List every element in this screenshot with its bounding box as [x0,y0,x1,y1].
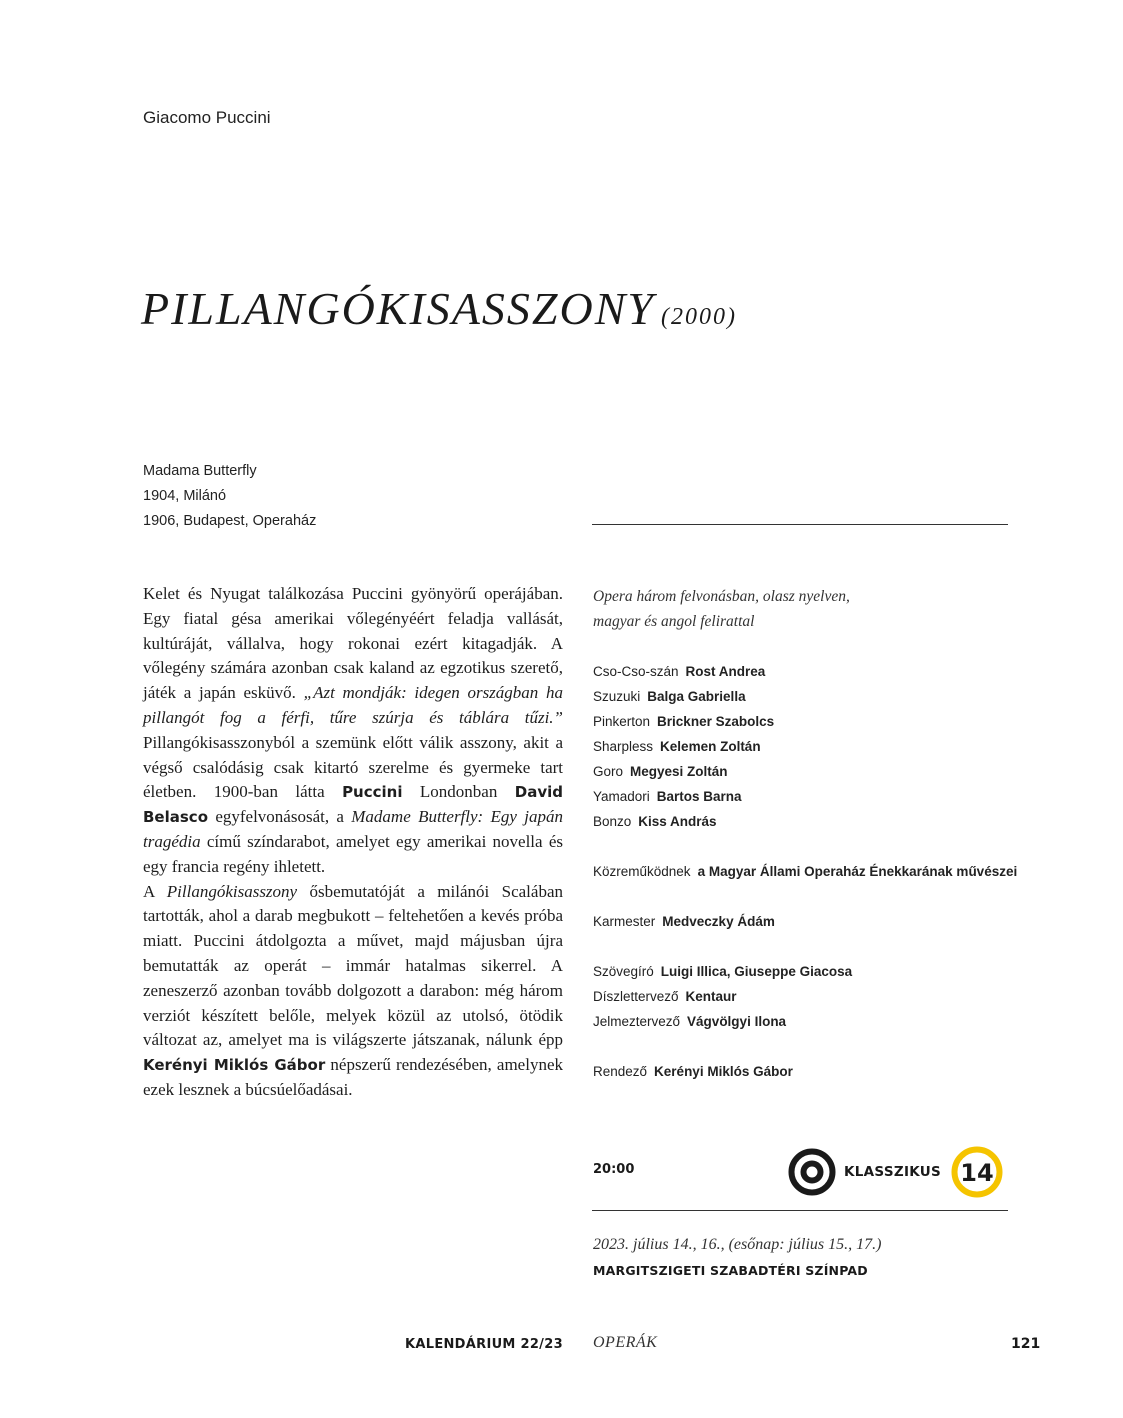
opera-title-year: (2000) [660,304,737,330]
opera-title-main: PILLANGÓKISASSZONY [141,283,655,334]
subtitle-line-2: magyar és angol felirattal [593,613,755,630]
text-run: A [143,881,167,901]
age-rating-number: 14 [960,1159,994,1187]
director-credit: Rendező Kerényi Miklós Gábor [593,1064,793,1079]
cast-row: Sharpless Kelemen Zoltán [593,739,761,754]
divider-top [592,524,1008,525]
original-title: Madama Butterfly [143,463,257,479]
crew-row: Szövegíró Luigi Illica, Giuseppe Giacosa [593,964,853,979]
bold-name: Puccini [342,783,403,802]
crew-row: Jelmeztervező Vágvölgyi Ilona [593,1014,787,1029]
italic-phrase: Madame Butterfly: Egy japán tragédia [143,807,563,851]
text-run: egyfelvonásosát, a [208,807,352,827]
text-run: népszerű rendezésében, amelynek ezek lesznek a búcsúelőadásai. [143,1055,563,1099]
category-label: KLASSZIKUS [844,1164,942,1180]
event-time: 20:00 [593,1162,635,1177]
footer-publication: KALENDÁRIUM 22/23 [405,1337,563,1352]
chorus-credit: Közreműködnek a Magyar Állami Operaház Énekkarának művészei [593,864,1018,879]
cast-row: Goro Megyesi Zoltán [593,764,728,779]
opera-title [141,282,737,335]
italic-phrase: Pillangókisasszony [166,881,298,901]
opera-subtitle [593,584,1023,634]
composer-name: Giacomo Puccini [143,108,271,127]
italic-phrase: „Azt mondják: idegen országban ha pillangót fog a férfi, tűre szúrja és táblára tűzi.” [143,683,564,727]
text-run: Pillangókisasszonyból a szemünk előtt válik asszony, akit a végső csalódásig csak kitartó szerelme és gyermeke tart életben. 1900-ban látta [143,732,563,802]
target-icon [788,1148,836,1196]
cast-row: Pinkerton Brickner Szabolcs [593,714,775,729]
bold-name: David Belasco [143,783,563,827]
cast-row: Cso-Cso-szán Rost Andrea [593,664,766,679]
crew-list [593,959,1023,1034]
page-number: 121 [1011,1336,1041,1352]
budapest-premiere-info: 1906, Budapest, Operaház [143,513,317,529]
crew-row: Díszlettervező Kentaur [593,989,737,1004]
opera-meta [143,459,316,534]
credits-column [593,584,1023,1084]
description-text [143,582,563,1103]
category-logo [788,1146,1003,1198]
text-run: ősbemutatóját a milánói Scalában tartották, ahol a darab megbukott – feltehetően a kevés próba miatt. Puccini átdolgozta a művet, majd májusban újra bemutatták az operát – immár hatalmas sikerrel. A zeneszerző azonban tovább dolgozott a darabon: még három verziót készített belőle, melyek közül az utolsó, ötödik változat az, amelyet ma is világszerte játszanak, nálunk épp [143,881,563,1050]
premiere-info: 1904, Milánó [143,488,227,504]
description-paragraph-2 [143,880,563,1103]
conductor-credit: Karmester Medveczky Ádám [593,914,775,929]
divider-bottom [592,1210,1008,1211]
event-venue: MARGITSZIGETI SZABADTÉRI SZÍNPAD [593,1263,868,1278]
text-run: című színdarabot, amelyet egy amerikai novella és egy francia regény ihletett. [143,831,563,876]
subtitle-line-1: Opera három felvonásban, olasz nyelven, [593,588,850,605]
cast-row: Szuzuki Balga Gabriella [593,689,746,704]
text-run: Londonban [402,782,515,802]
text-run: Kelet és Nyugat találkozása Puccini gyönyörű operájában. Egy fiatal gésa amerikai vőlegényéért feladja vallását, kultúráját, vállalva, hogy rokonai ezért kitagadják. A vőlegény számára azonban csak kaland az egzotikus szerető, játék a japán esküvő. [143,584,563,703]
event-dates: 2023. július 14., 16., (esőnap: július 15., 17.) [593,1236,882,1253]
footer-section: OPERÁK [593,1334,658,1351]
cast-row: Yamadori Bartos Barna [593,789,742,804]
bold-name: Kerényi Miklós Gábor [143,1056,326,1075]
age-rating-badge [951,1146,1003,1198]
description-paragraph-1 [143,582,563,880]
cast-row: Bonzo Kiss András [593,814,717,829]
cast-list [593,659,1023,834]
